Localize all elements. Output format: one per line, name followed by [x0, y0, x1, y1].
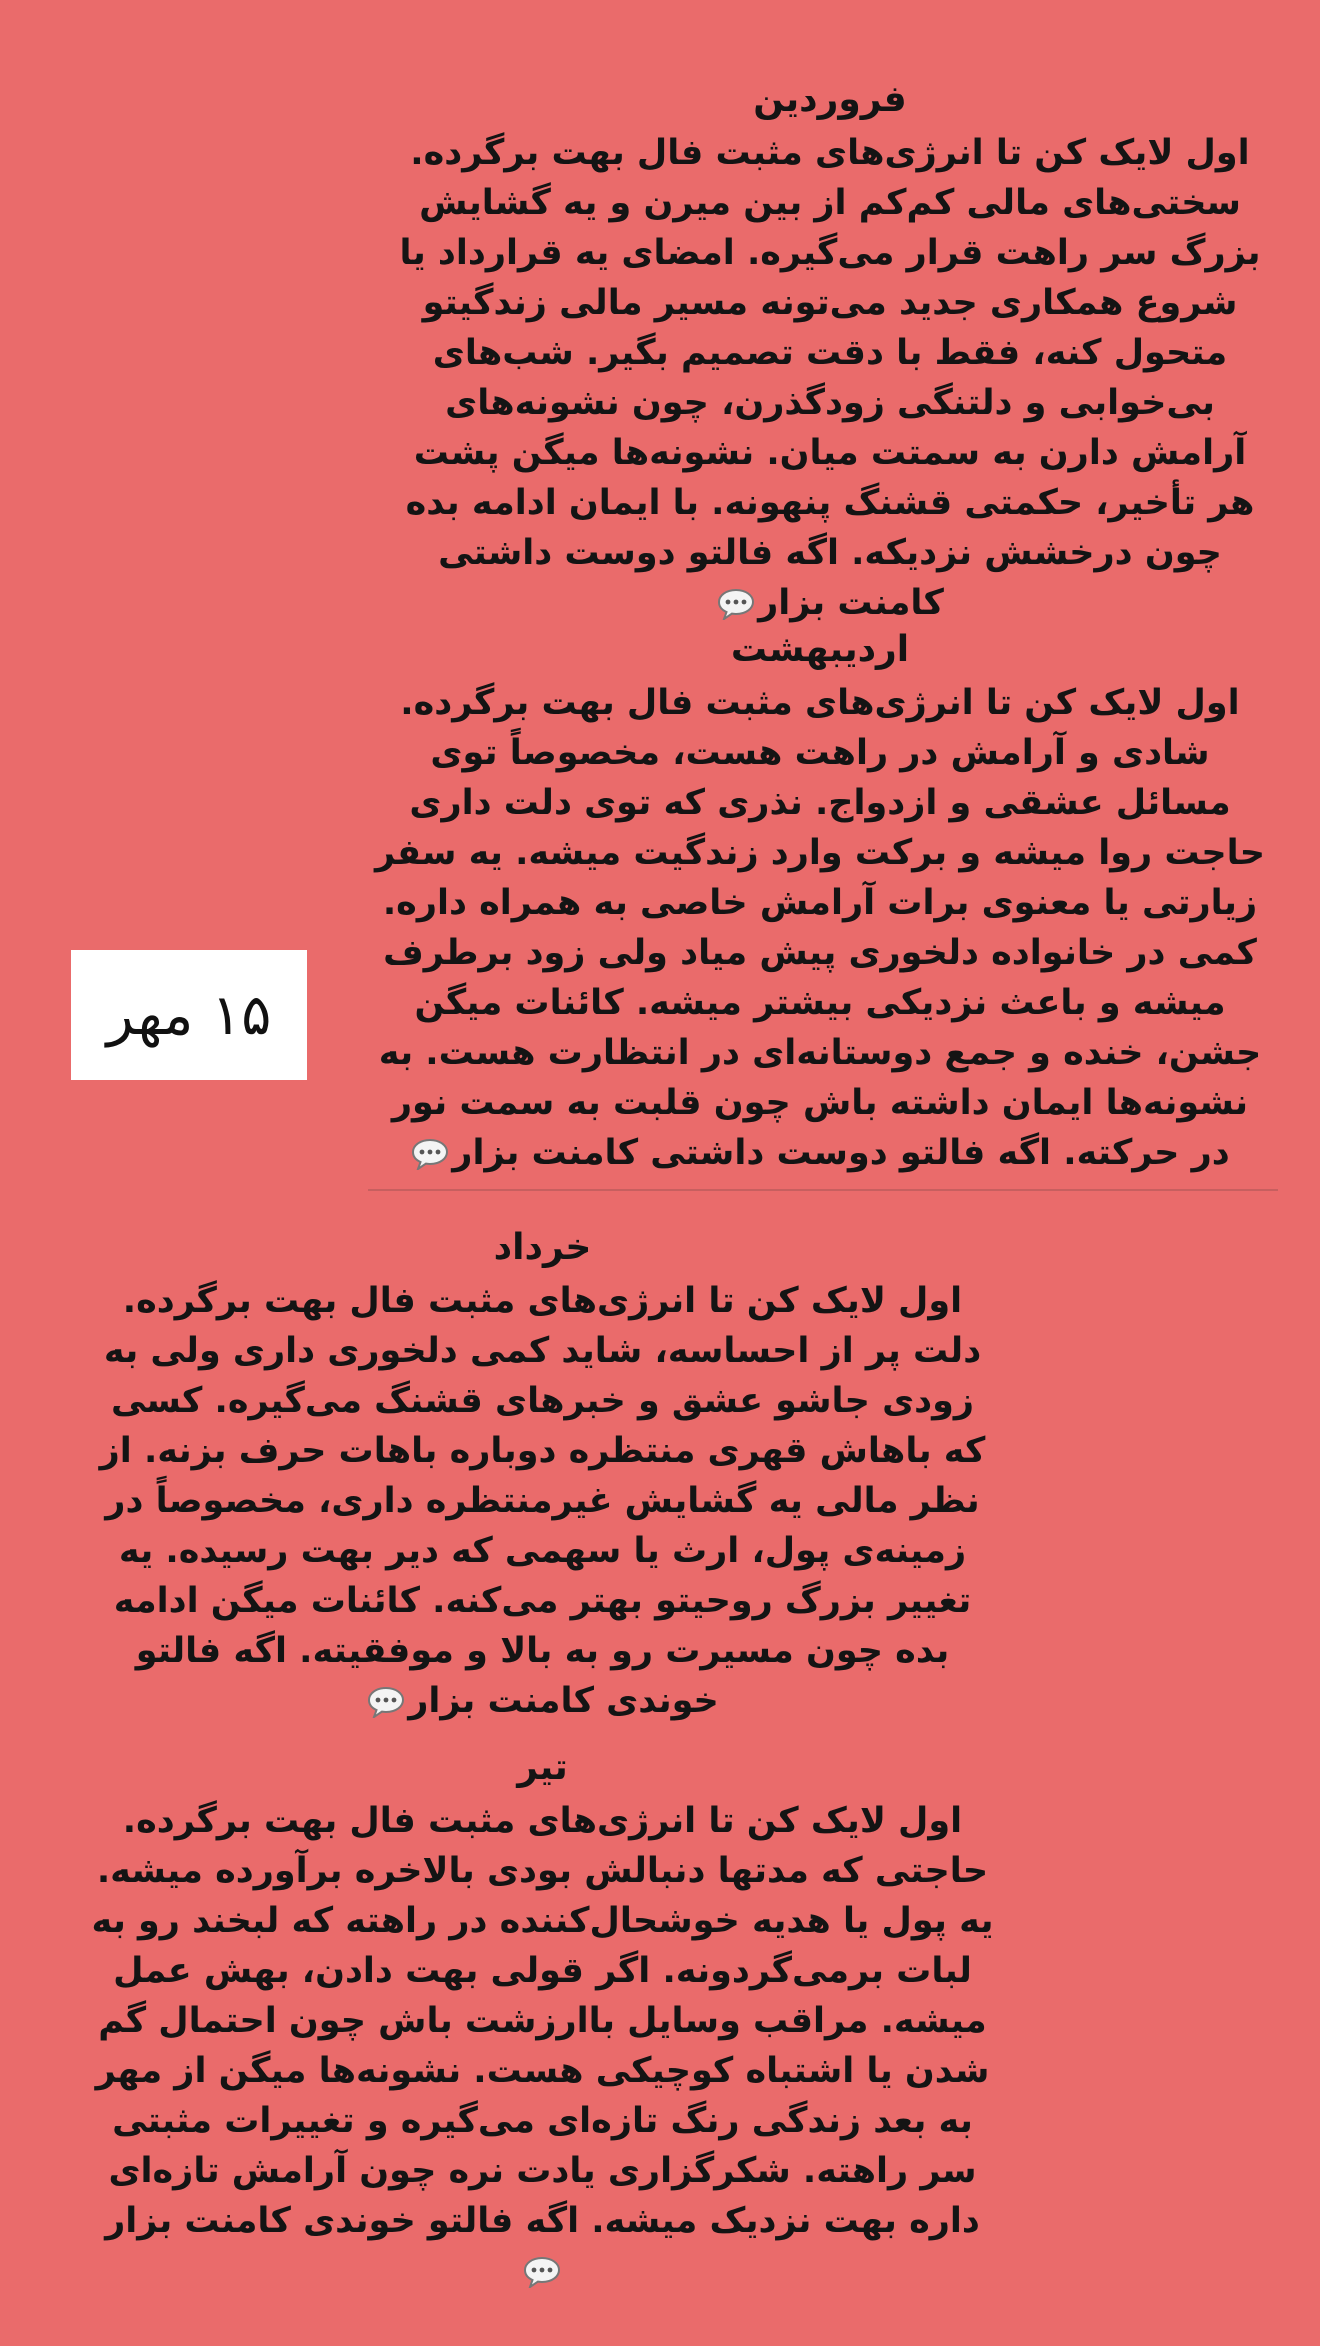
date-label: ۱۵ مهر — [106, 982, 272, 1048]
date-label-box — [71, 950, 307, 1080]
section-farvardin — [395, 74, 1265, 628]
section-title: اردیبهشت — [730, 629, 910, 670]
section-text: اول لایک کن تا انرژی‌های مثبت فال بهت برگرده. حاجتی که مدتها دنبالش بودی بالاخره برآورده میشه. یه پول یا هدیه خوشحال‌کننده در راهته که لبخند رو به لبات برمی‌گردونه. اگر قولی بهت دادن، بهش عمل میشه. مراقب وسایل باارزشت باش چون احتمال گم شدن یا اشتباه کوچیکی هست. نشونه‌ها میگن از مهر به بعد زندگی رنگ تازه‌ای می‌گیره و تغییرات مثبتی سر راهته. شکرگزاری یادت نره چون آرامش تازه‌ای داره بهت نزدیک میشه. اگه فالتو خوندی کامنت بزار — [85, 1796, 1000, 2296]
section-title: خرداد — [493, 1227, 592, 1268]
section-text: اول لایک کن تا انرژی‌های مثبت فال بهت برگرده. شادی و آرامش در راهت هست، مخصوصاً توی مسائل عشقی و ازدواج. نذری که توی دلت داری حاجت روا میشه و برکت وارد زندگیت میشه. یه سفر زیارتی یا معنوی برات آرامش خاصی به همراه داره. کمی در خانواده دلخوری پیش میاد ولی زود برطرف میشه و باعث نزدیکی بیشتر میشه. کائنات میگن جشن، خنده و جمع دوستانه‌ای در انتظارت هست. به نشونه‌ها ایمان داشته باش چون قلبت به سمت نور در حرکته. اگه فالتو دوست داشتی کامنت بزار — [375, 683, 1265, 1173]
section-khordad — [85, 1222, 1000, 1726]
section-title: فروردین — [753, 79, 907, 120]
section-tir — [85, 1742, 1000, 2296]
divider — [368, 1189, 1278, 1191]
speech-bubble-icon — [410, 1138, 450, 1170]
speech-bubble-icon — [716, 588, 756, 620]
section-ordibehesht — [370, 624, 1270, 1178]
speech-bubble-icon — [522, 2256, 562, 2288]
speech-bubble-icon — [366, 1686, 406, 1718]
section-title: تیر — [517, 1747, 568, 1788]
section-text: اول لایک کن تا انرژی‌های مثبت فال بهت برگرده. دلت پر از احساسه، شاید کمی دلخوری داری ولی به زودی جاشو عشق و خبرهای قشنگ می‌گیره. کسی که باهاش قهری منتظره دوباره باهات حرف بزنه. از نظر مالی یه گشایش غیرمنتظره داری، مخصوصاً در زمینه‌ی پول، ارث یا سهمی که دیر بهت رسیده. یه تغییر بزرگ روحیتو بهتر می‌کنه. کائنات میگن ادامه بده چون مسیرت رو به بالا و موفقیته. اگه فالتو خوندی کامنت بزار — [99, 1281, 986, 1721]
section-text: اول لایک کن تا انرژی‌های مثبت فال بهت برگرده. سختی‌های مالی کم‌کم از بین میرن و یه گشایش بزرگ سر راهت قرار می‌گیره. امضای یه قرارداد یا شروع همکاری جدید می‌تونه مسیر مالی زندگیتو متحول کنه، فقط با دقت تصمیم بگیر. شب‌های بی‌خوابی و دلتنگی زودگذرن، چون نشونه‌های آرامش دارن به سمتت میان. نشونه‌ها میگن پشت هر تأخیر، حکمتی قشنگ پنهونه. با ایمان ادامه بده چون درخشش نزدیکه. اگه فالتو دوست داشتی کامنت بزار — [399, 133, 1261, 623]
